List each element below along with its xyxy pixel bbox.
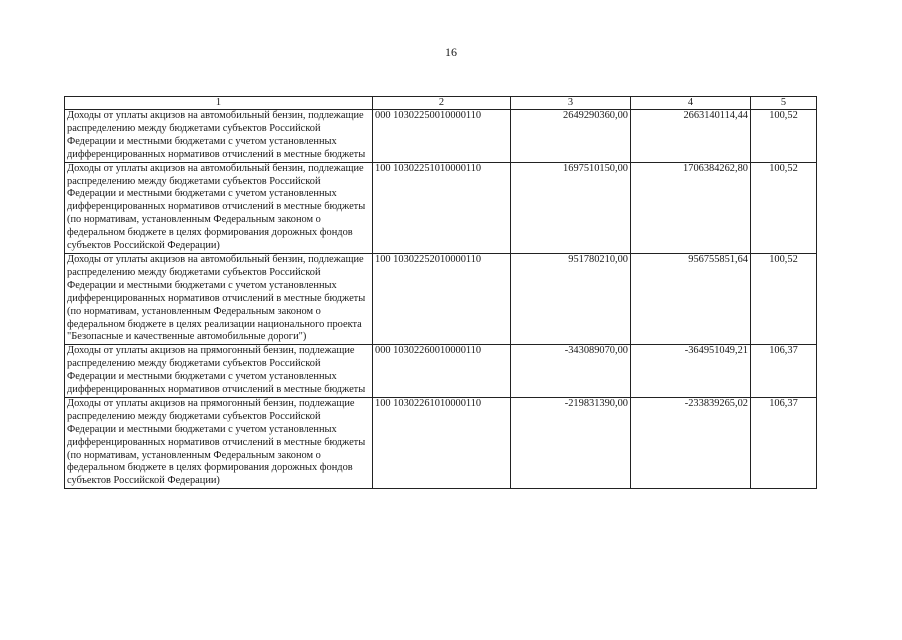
column-header: 5: [751, 97, 817, 110]
revenue-name-cell: Доходы от уплаты акцизов на автомобильный бензин, подлежащие распределению между бюджетами субъектов Российской Федерации и местными бюджетами с учетом установленных дифференцированных нормативов отчислений в местные бюджеты: [65, 110, 373, 163]
budget-code-cell: 100 10302252010000110: [373, 253, 511, 344]
column-header: 4: [631, 97, 751, 110]
table-row: [65, 110, 817, 163]
revenue-name-cell: Доходы от уплаты акцизов на автомобильный бензин, подлежащие распределению между бюджетами субъектов Российской Федерации и местными бюджетами с учетом установленных дифференцированных нормативов отчислений в местные бюджеты (по нормативам, установленным Федеральным законом о федеральном бюджете в целях формирования дорожных фондов субъектов Российской Федерации): [65, 162, 373, 253]
plan-value-cell: -219831390,00: [511, 397, 631, 488]
column-header: 1: [65, 97, 373, 110]
actual-value-cell: 956755851,64: [631, 253, 751, 344]
percent-cell: 100,52: [751, 110, 817, 163]
revenue-name-cell: Доходы от уплаты акцизов на прямогонный бензин, подлежащие распределению между бюджетами субъектов Российской Федерации и местными бюджетами с учетом установленных дифференцированных нормативов отчислений в местные бюджеты (по нормативам, установленным Федеральным законом о федеральном бюджете в целях формирования дорожных фондов субъектов Российской Федерации): [65, 397, 373, 488]
plan-value-cell: -343089070,00: [511, 345, 631, 398]
plan-value-cell: 951780210,00: [511, 253, 631, 344]
table-row: [65, 397, 817, 488]
column-header: 2: [373, 97, 511, 110]
actual-value-cell: 2663140114,44: [631, 110, 751, 163]
percent-cell: 106,37: [751, 397, 817, 488]
page-number: 16: [445, 45, 457, 59]
budget-code-cell: 100 10302251010000110: [373, 162, 511, 253]
column-header: 3: [511, 97, 631, 110]
percent-cell: 100,52: [751, 162, 817, 253]
percent-cell: 106,37: [751, 345, 817, 398]
plan-value-cell: 1697510150,00: [511, 162, 631, 253]
table-row: [65, 345, 817, 398]
budget-code-cell: 100 10302261010000110: [373, 397, 511, 488]
table-header-row: [65, 97, 817, 110]
budget-code-cell: 000 10302250010000110: [373, 110, 511, 163]
actual-value-cell: -233839265,02: [631, 397, 751, 488]
revenue-name-cell: Доходы от уплаты акцизов на автомобильный бензин, подлежащие распределению между бюджетами субъектов Российской Федерации и местными бюджетами с учетом установленных дифференцированных нормативов отчислений в местные бюджеты (по нормативам, установленным Федеральным законом о федеральном бюджете в целях реализации национального проекта "Безопасные и качественные автомобильные дороги"): [65, 253, 373, 344]
plan-value-cell: 2649290360,00: [511, 110, 631, 163]
budget-code-cell: 000 10302260010000110: [373, 345, 511, 398]
actual-value-cell: 1706384262,80: [631, 162, 751, 253]
revenue-table: [64, 96, 817, 489]
percent-cell: 100,52: [751, 253, 817, 344]
actual-value-cell: -364951049,21: [631, 345, 751, 398]
table-row: [65, 253, 817, 344]
revenue-name-cell: Доходы от уплаты акцизов на прямогонный бензин, подлежащие распределению между бюджетами субъектов Российской Федерации и местными бюджетами с учетом установленных дифференцированных нормативов отчислений в местные бюджеты: [65, 345, 373, 398]
table-row: [65, 162, 817, 253]
